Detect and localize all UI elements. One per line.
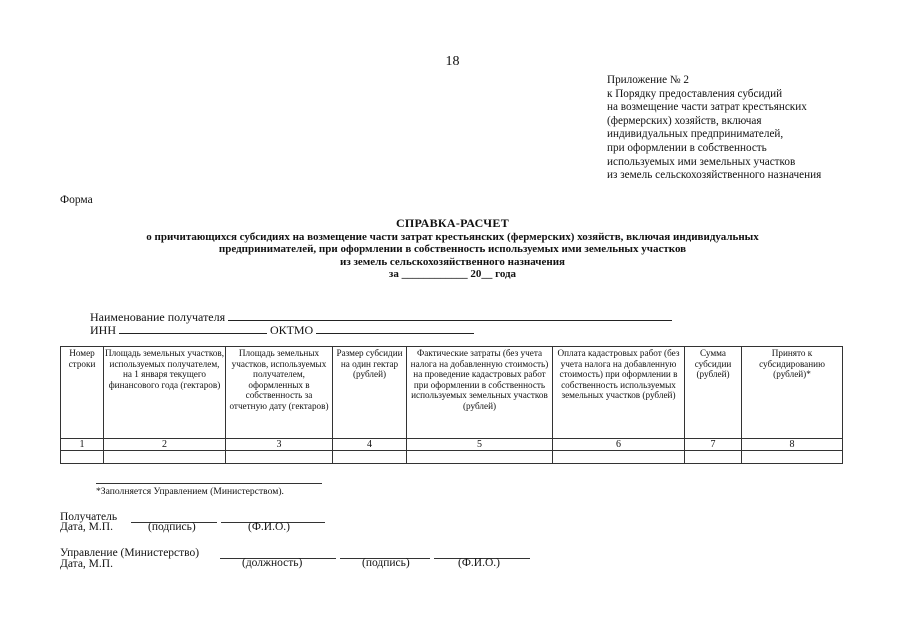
form-label: Форма	[60, 194, 93, 206]
column-number: 8	[742, 439, 843, 451]
table-cell[interactable]	[104, 451, 226, 464]
header-cell: Номер строки	[61, 347, 104, 439]
appendix-header	[607, 74, 821, 183]
table-cell[interactable]	[333, 451, 407, 464]
ministry-signature-label: Управление (Министерство)	[60, 547, 200, 559]
recipient-date-stamp: Дата, М.П.	[60, 521, 113, 533]
header-cell: Размер субсидии на один гектар (рублей)	[333, 347, 407, 439]
footnote: *Заполняется Управлением (Министерством).	[96, 486, 284, 497]
appendix-line: из земель сельскохозяйственного назначения	[607, 169, 822, 182]
table-cell[interactable]	[685, 451, 742, 464]
title-line: о причитающихся субсидиях на возмещение части затрат крестьянских (фермерских) хозяйств, включая индивидуальных	[146, 231, 759, 243]
column-number: 3	[226, 439, 333, 451]
column-number: 1	[61, 439, 104, 451]
column-number: 7	[685, 439, 742, 451]
appendix-line: Приложение № 2	[607, 74, 689, 86]
ministry-name-caption: (Ф.И.О.)	[458, 557, 500, 569]
title-line: из земель сельскохозяйственного назначения	[339, 255, 566, 268]
inn-field[interactable]	[119, 322, 267, 334]
table-cell[interactable]	[407, 451, 553, 464]
appendix-line: индивидуальных предпринимателей,	[607, 128, 784, 141]
ministry-signature-caption: (подпись)	[362, 557, 410, 569]
calculation-table	[60, 346, 843, 464]
column-number: 2	[104, 439, 226, 451]
recipient-name-caption: (Ф.И.О.)	[248, 521, 290, 533]
appendix-line: при оформлении в собственность	[607, 141, 767, 154]
header-cell: Сумма субсидии (рублей)	[685, 347, 742, 439]
appendix-line: (фермерских) хозяйств, включая	[607, 114, 762, 127]
header-cell: Оплата кадастровых работ (без учета налога на добавленную стоимость) при оформлении в собственность используемых земельных участков (рублей)	[553, 347, 685, 439]
recipient-signature-caption: (подпись)	[148, 521, 196, 533]
ministry-position-caption: (должность)	[242, 557, 303, 569]
inn-oktmo-row	[90, 322, 474, 338]
table-cell[interactable]	[742, 451, 843, 464]
column-number: 6	[553, 439, 685, 451]
table-cell[interactable]	[553, 451, 685, 464]
page-number: 18	[445, 54, 460, 69]
table-header-row	[61, 347, 843, 439]
recipient-signature-label: Получатель	[60, 511, 118, 523]
header-cell: Площадь земельных участков, используемых получателем, на 1 января текущего финансового года (гектаров)	[104, 347, 226, 439]
ministry-date-stamp: Дата, М.П.	[60, 558, 113, 570]
recipient-name-label: Наименование получателя	[90, 310, 226, 324]
table-cell[interactable]	[61, 451, 104, 464]
title-main: СПРАВКА-РАСЧЕТ	[395, 216, 510, 230]
title-line: предпринимателей, при оформлении в собственность используемых ими земельных участков	[218, 243, 687, 256]
column-number: 4	[333, 439, 407, 451]
header-cell: Фактические затраты (без учета налога на добавленную стоимость) на проведение кадастровых работ при оформлении в собственность используемых земельных участков (рублей)	[407, 347, 553, 439]
appendix-line: к Порядку предоставления субсидий	[607, 87, 783, 100]
document-title	[0, 216, 905, 281]
column-number: 5	[407, 439, 553, 451]
footnote-divider	[96, 483, 322, 484]
table-row	[61, 451, 843, 464]
inn-label: ИНН	[90, 323, 116, 337]
appendix-line: используемых ими земельных участков	[607, 155, 796, 168]
recipient-name-field[interactable]	[228, 309, 672, 321]
header-cell: Принято к субсидированию (рублей)*	[742, 347, 843, 439]
oktmo-label: ОКТМО	[270, 323, 314, 337]
table-cell[interactable]	[226, 451, 333, 464]
appendix-line: на возмещение части затрат крестьянских	[607, 101, 807, 114]
title-period: за ____________ 20__ года	[388, 268, 517, 281]
table-column-numbers-row	[61, 439, 843, 451]
oktmo-field[interactable]	[316, 322, 474, 334]
header-cell: Площадь земельных участков, используемых получателем, оформленных в собственность за отчетную дату (гектаров)	[226, 347, 333, 439]
